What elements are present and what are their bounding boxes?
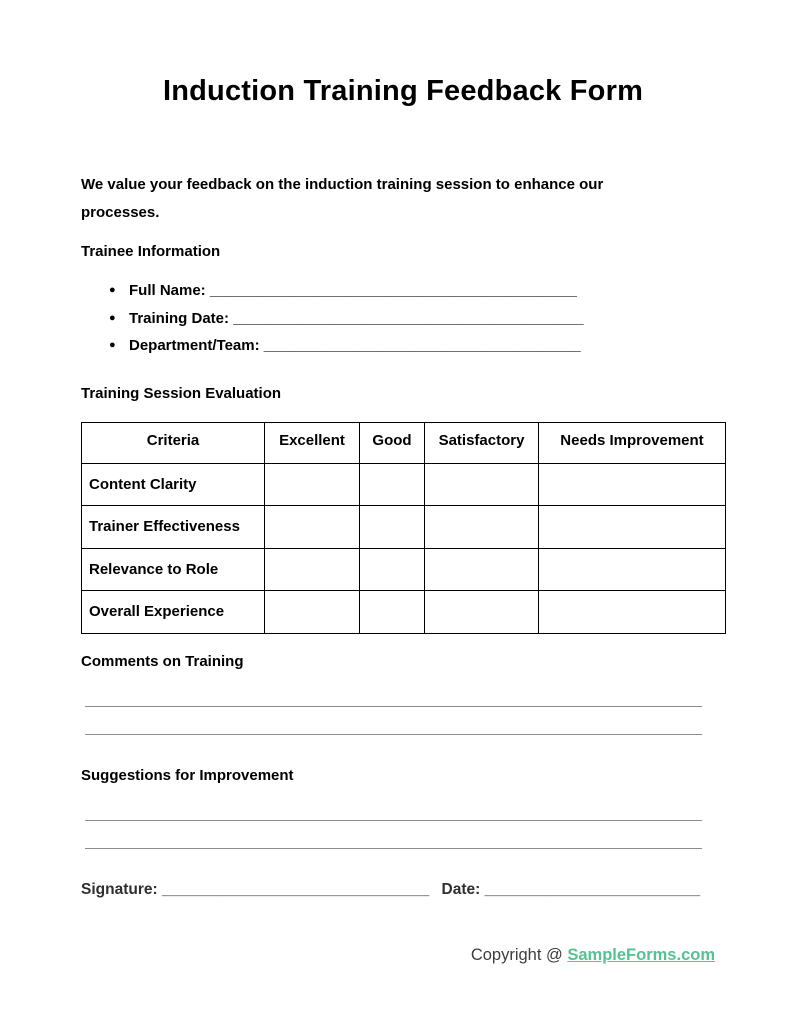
date-label: Date:: [441, 880, 481, 898]
signature-row: [81, 881, 725, 899]
row-label-overall-experience: Overall Experience: [82, 591, 265, 634]
column-header-excellent: Excellent: [265, 422, 360, 463]
rating-cell: [265, 591, 360, 634]
table-row: [82, 463, 726, 506]
writing-line: [85, 706, 702, 707]
intro-paragraph: We value your feedback on the induction training session to enhance our processes.: [81, 176, 604, 221]
blank-line-full-name: ____________________________________________: [209, 282, 577, 299]
list-item-training-date: [81, 305, 725, 333]
column-header-good: Good: [360, 422, 425, 463]
document-content: [0, 75, 795, 965]
list-item-full-name: [81, 277, 725, 305]
rating-cell: [425, 591, 539, 634]
bullet-icon: ●: [109, 339, 116, 351]
evaluation-table: [81, 422, 726, 634]
row-label-content-clarity: Content Clarity: [82, 463, 265, 506]
list-item-department-team: [81, 332, 725, 360]
writing-line: [85, 848, 702, 849]
rating-cell: [539, 506, 726, 549]
rating-cell: [425, 548, 539, 591]
bullet-icon: ●: [109, 284, 116, 296]
trainee-info-list: [81, 277, 725, 360]
copyright-text: Copyright @: [470, 945, 563, 964]
table-header-row: [82, 422, 726, 463]
bullet-icon: ●: [109, 311, 116, 324]
row-label-trainer-effectiveness: Trainer Effectiveness: [82, 506, 265, 549]
heading-comments-on-training: Comments on Training: [81, 652, 244, 670]
writing-line: [85, 820, 702, 821]
row-label-relevance-to-role: Relevance to Role: [82, 548, 265, 591]
table-row: [82, 548, 726, 591]
rating-cell: [539, 591, 726, 634]
rating-cell: [265, 506, 360, 549]
heading-trainee-information: Trainee Information: [81, 243, 221, 260]
rating-cell: [539, 463, 726, 506]
heading-training-session-evaluation: Training Session Evaluation: [81, 384, 282, 402]
rating-cell: [425, 463, 539, 506]
signature-blank-line: _______________________________: [161, 880, 430, 898]
field-label-full-name: Full Name:: [129, 282, 206, 299]
rating-cell: [539, 548, 726, 591]
footer: [81, 946, 725, 965]
rating-cell: [265, 548, 360, 591]
column-header-satisfactory: Satisfactory: [425, 422, 539, 463]
rating-cell: [265, 463, 360, 506]
table-row: [82, 506, 726, 549]
field-label-training-date: Training Date:: [129, 309, 230, 327]
rating-cell: [425, 506, 539, 549]
column-header-needs-improvement: Needs Improvement: [539, 422, 726, 463]
blank-line-department-team: ______________________________________: [263, 337, 581, 354]
sampleforms-link[interactable]: SampleForms.com: [567, 945, 715, 964]
column-header-criteria: Criteria: [82, 422, 265, 463]
date-blank-line: _________________________: [484, 880, 701, 898]
rating-cell: [360, 591, 425, 634]
writing-line: [85, 734, 702, 735]
blank-line-training-date: __________________________________________: [233, 309, 584, 327]
rating-cell: [360, 506, 425, 549]
field-label-department-team: Department/Team:: [129, 337, 260, 354]
heading-suggestions-for-improvement: Suggestions for Improvement: [81, 766, 294, 784]
table-row: [82, 591, 726, 634]
rating-cell: [360, 548, 425, 591]
signature-label: Signature:: [81, 880, 158, 898]
page-title: Induction Training Feedback Form: [162, 75, 644, 107]
rating-cell: [360, 463, 425, 506]
